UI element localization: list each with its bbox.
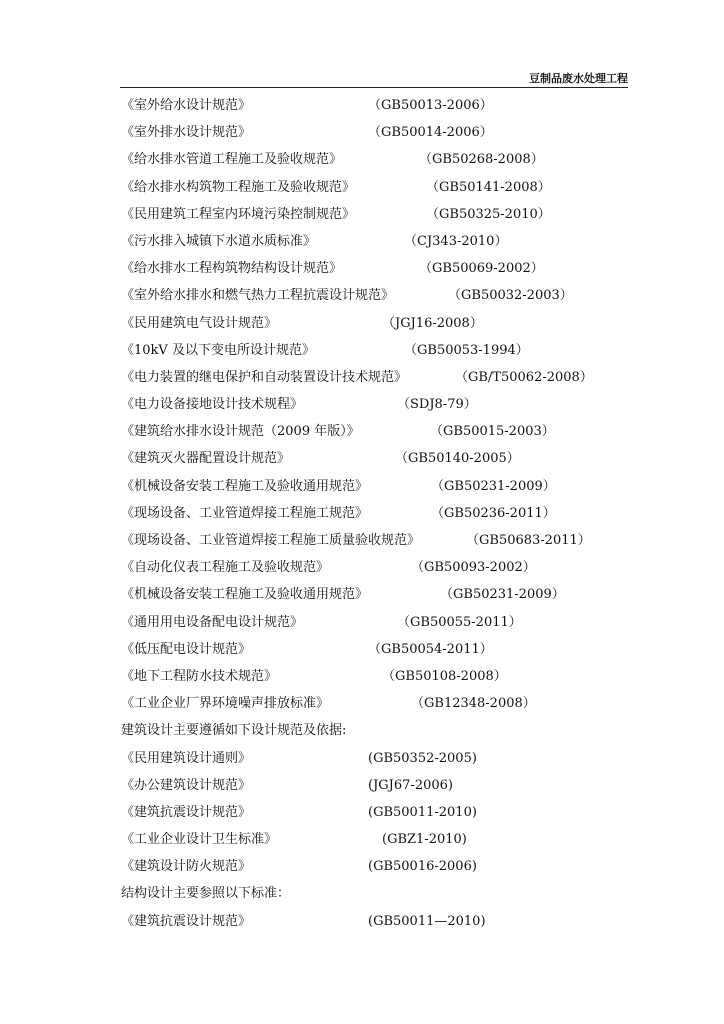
standard-title: 《电力设备接地设计技术规程》 [121, 397, 304, 413]
standard-title: 《现场设备、工业管道焊接工程施工质量验收规范》 [121, 533, 421, 548]
standard-title: 《室外排水设计规范》 [121, 125, 252, 141]
standard-code: （GB50053-1994） [404, 342, 529, 358]
standard-code: (GB50352-2005) [368, 750, 477, 766]
list-item [121, 174, 681, 201]
standards-list [121, 92, 681, 935]
standard-code: （GB50683-2011） [466, 533, 591, 548]
standard-code: （CJ343-2010） [404, 233, 508, 249]
standard-code: （GB50108-2008） [382, 668, 507, 684]
list-item [121, 772, 681, 799]
standard-code: （GB50231-2009） [431, 478, 556, 494]
list-item [121, 201, 681, 228]
standard-code: （GB50069-2002） [419, 261, 544, 277]
standard-title: 《给水排水工程构筑物结构设计规范》 [121, 261, 343, 277]
standard-title: 《污水排入城镇下水道水质标准》 [121, 233, 317, 249]
list-item [121, 119, 681, 146]
list-item [121, 663, 681, 690]
list-item [121, 391, 681, 418]
standard-code: (GB50016-2006) [368, 859, 477, 875]
standard-code: （GB/T50062-2008） [455, 369, 593, 385]
standard-code: （GB50013-2006） [368, 98, 493, 113]
standard-code: （GB50268-2008） [419, 152, 544, 168]
list-item [121, 310, 681, 337]
standard-title: 《工业企业设计卫生标准》 [121, 832, 278, 848]
list-item [121, 146, 681, 173]
standard-code: （GB50236-2011） [431, 505, 556, 521]
list-item [121, 255, 681, 282]
page-header-title: 豆制品废水处理工程 [529, 72, 628, 85]
list-item [121, 92, 681, 119]
standard-code: （GB50055-2011） [397, 614, 522, 630]
standard-title: 《民用建筑电气设计规范》 [121, 315, 278, 331]
standard-code: （GB50014-2006） [368, 125, 493, 141]
standard-title: 《建筑抗震设计规范》 [121, 804, 252, 820]
list-item [121, 364, 681, 391]
list-item [121, 527, 681, 554]
standard-title: 《通用用电设备配电设计规范》 [121, 614, 304, 630]
standard-title: 《电力装置的继电保护和自动装置设计技术规范》 [121, 369, 408, 385]
header-divider [120, 87, 628, 88]
list-item [121, 690, 681, 717]
list-item [121, 908, 681, 935]
list-item [121, 745, 681, 772]
standard-title: 《工业企业厂界环境噪声排放标准》 [121, 696, 330, 712]
standard-code: （GB50141-2008） [426, 179, 551, 195]
standard-code: （SDJ8-79） [397, 397, 477, 413]
standard-code: (GB50011-2010) [368, 804, 477, 820]
list-item [121, 880, 681, 907]
list-item [121, 337, 681, 364]
standard-title: 建筑设计主要遵循如下设计规范及依据: [121, 723, 347, 739]
standard-title: 《办公建筑设计规范》 [121, 777, 252, 793]
list-item [121, 609, 681, 636]
standard-title: 《现场设备、工业管道焊接工程施工规范》 [121, 505, 369, 521]
list-item [121, 799, 681, 826]
standard-code: （GB50325-2010） [426, 206, 551, 222]
standard-title: 《低压配电设计规范》 [121, 641, 252, 657]
list-item [121, 418, 681, 445]
standard-code: （GB50093-2002） [411, 560, 536, 576]
standard-title: 《机械设备安装工程施工及验收通用规范》 [121, 587, 369, 603]
standard-title: 《建筑给水排水设计规范（2009 年版）》 [121, 424, 360, 440]
standard-code: (GBZ1-2010) [382, 832, 467, 848]
list-item [121, 282, 681, 309]
standard-code: （GB12348-2008） [411, 696, 536, 712]
standard-code: （GB50032-2003） [448, 288, 573, 304]
standard-code: (GB50011—2010) [368, 913, 486, 929]
standard-title: 《给水排水管道工程施工及验收规范》 [121, 152, 343, 168]
standard-title: 《10kV 及以下变电所设计规范》 [121, 342, 315, 358]
standard-title: 《民用建筑工程室内环境污染控制规范》 [121, 206, 356, 222]
list-item [121, 717, 681, 744]
standard-title: 《给水排水构筑物工程施工及验收规范》 [121, 179, 356, 195]
list-item [121, 500, 681, 527]
standard-title: 《民用建筑设计通则》 [121, 750, 252, 766]
standard-code: （JGJ16-2008） [382, 315, 483, 331]
list-item [121, 473, 681, 500]
standard-title: 《自动化仪表工程施工及验收规范》 [121, 560, 330, 576]
standard-code: (JGJ67-2006) [368, 777, 453, 793]
standard-title: 结构设计主要参照以下标准： [121, 886, 291, 902]
standard-code: （GB50015-2003） [430, 424, 555, 440]
standard-title: 《室外给水设计规范》 [121, 98, 252, 113]
list-item [121, 228, 681, 255]
list-item [121, 636, 681, 663]
standard-title: 《机械设备安装工程施工及验收通用规范》 [121, 478, 369, 494]
list-item [121, 581, 681, 608]
standard-code: （GB50054-2011） [368, 641, 493, 657]
standard-code: （GB50231-2009） [440, 587, 565, 603]
list-item [121, 554, 681, 581]
standard-title: 《室外给水排水和燃气热力工程抗震设计规范》 [121, 288, 395, 304]
standard-title: 《建筑抗震设计规范》 [121, 913, 252, 929]
standard-title: 《建筑设计防火规范》 [121, 859, 252, 875]
standard-code: （GB50140-2005） [395, 451, 520, 467]
list-item [121, 826, 681, 853]
list-item [121, 445, 681, 472]
standard-title: 《地下工程防水技术规范》 [121, 668, 278, 684]
list-item [121, 853, 681, 880]
standard-title: 《建筑灭火器配置设计规范》 [121, 451, 291, 467]
